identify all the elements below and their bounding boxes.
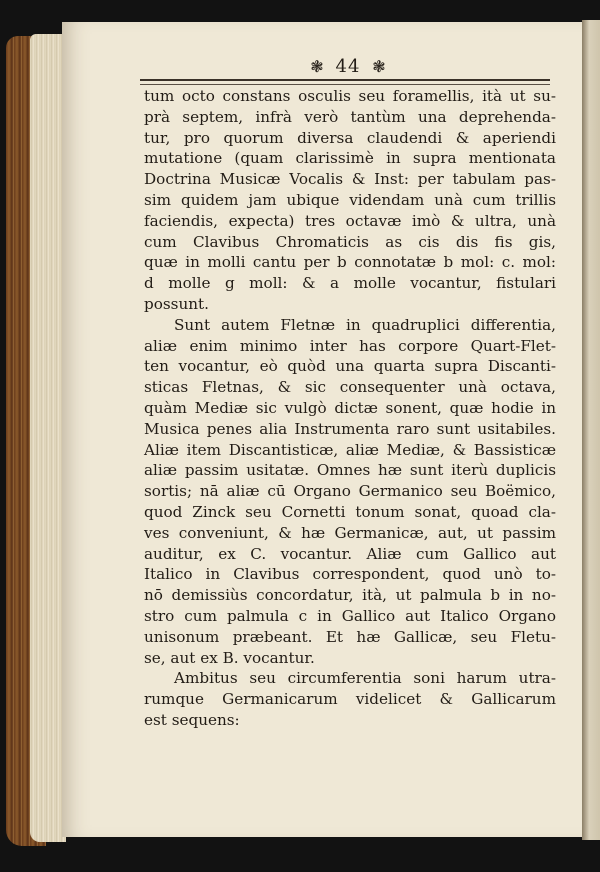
text-line: ten vocantur, eò quòd una quarta supra Discanti- [144, 357, 556, 376]
text-line: quæ in molli cantu per b connotatæ b mol: c. mol: [144, 253, 556, 272]
paragraph-start-line: Sunt autem Fletnæ in quadruplici differentia, [174, 315, 556, 334]
text-line: rumque Germanicarum videlicet & Gallicarum [144, 690, 556, 709]
text-line: Musica penes alia Instrumenta raro sunt usitabiles. [144, 419, 556, 438]
text-line: aliæ enim minimo inter has corpore Quart-Flet- [144, 336, 556, 355]
text-line: quàm Mediæ sic vulgò dictæ sonent, quæ hodie in [144, 398, 556, 417]
text-line: est sequens: [144, 710, 240, 729]
text-line: cum Clavibus Chromaticis as cis dis fis gis, [144, 232, 556, 251]
text-line: possunt. [144, 294, 209, 313]
text-line: d molle g moll: & a molle vocantur, fistulari [144, 274, 556, 293]
text-line: prà septem, infrà verò tantùm una deprehenda- [144, 107, 556, 126]
text-line: aliæ passim usitatæ. Omnes hæ sunt iterù duplicis [144, 461, 556, 480]
facing-page-edge [582, 20, 600, 840]
body-text [144, 86, 556, 731]
text-line: Doctrina Musicæ Vocalis & Inst: per tabulam pas- [144, 170, 556, 189]
text-line: unisonum præbeant. Et hæ Gallicæ, seu Fletu- [144, 627, 556, 646]
text-line: Aliæ item Discantisticæ, aliæ Mediæ, & Bassisticæ [144, 440, 556, 459]
text-line: se, aut ex B. vocantur. [144, 648, 315, 667]
text-line: ves conveniunt, & hæ Germanicæ, aut, ut passim [144, 523, 556, 542]
flower-ornament-icon: ❃ [310, 57, 324, 76]
text-line: stro cum palmula c in Gallico aut Italico Organo [144, 606, 556, 625]
text-line: faciendis, expecta) tres octavæ imò & ultra, unà [144, 211, 556, 230]
text-line: mutatione (quam clarissimè in supra mentionata [144, 149, 556, 168]
text-line: tur, pro quorum diversa claudendi & aperiendi [144, 128, 556, 147]
text-line: auditur, ex C. vocantur. Aliæ cum Gallico aut [144, 544, 556, 563]
text-line: nō demissiùs concordatur, ità, ut palmula b in no- [144, 586, 556, 605]
text-line: Italico in Clavibus correspondent, quod unò to- [144, 565, 556, 584]
text-line: tum octo constans osculis seu foramellis, ità ut su- [144, 87, 556, 105]
text-line: quod Zinck seu Cornetti tonum sonat, quoad cla- [144, 502, 556, 521]
paragraph-start-line: Ambitus seu circumferentia soni harum utra- [174, 669, 556, 688]
flower-ornament-icon: ❃ [372, 57, 386, 76]
page-header [118, 56, 558, 78]
page-number: 44 [335, 56, 361, 77]
header-rule [140, 79, 550, 85]
text-line: sim quidem jam ubique videndam unà cum trillis [144, 190, 556, 209]
page-block-edge [30, 34, 66, 842]
text-line: sticas Fletnas, & sic consequenter unà octava, [144, 378, 556, 397]
text-line: sortis; nā aliæ cū Organo Germanico seu Boëmico, [144, 482, 556, 501]
